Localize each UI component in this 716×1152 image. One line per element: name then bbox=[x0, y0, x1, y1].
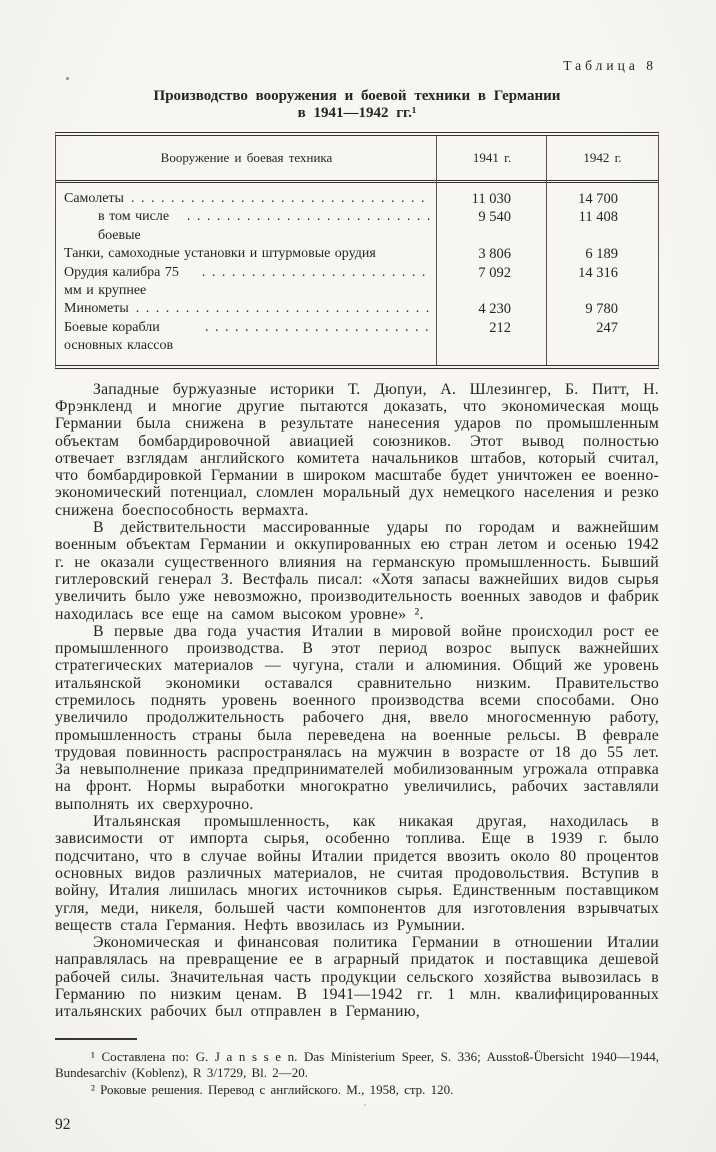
row-label-cell bbox=[56, 264, 437, 301]
table-row bbox=[56, 208, 658, 245]
value-1941: 212 bbox=[489, 319, 511, 336]
table-column-rule bbox=[546, 136, 547, 365]
row-label: Орудия калибра 75 мм и крупнее bbox=[64, 264, 179, 299]
armaments-production-table bbox=[55, 132, 659, 369]
body-text bbox=[55, 381, 659, 1021]
footnote: ¹ Составлена по: G. J a n s s e n. Das Ministerium Speer, S. 336; Ausstoß-Übersicht 1940—1944, Bundesarchiv (Koblenz), R 3/1729, Bl. 2—20. bbox=[55, 1048, 659, 1081]
footnotes bbox=[55, 1049, 659, 1099]
table-title-line2: в 1941—1942 гг.¹ bbox=[297, 104, 417, 121]
scan-speck bbox=[66, 77, 69, 80]
leader-dots bbox=[202, 264, 432, 282]
value-1942: 11 408 bbox=[578, 209, 618, 226]
value-1941: 4 230 bbox=[478, 301, 511, 318]
table-header-row bbox=[56, 136, 658, 183]
table-title-line1: Производство вооружения и боевой техники в Германии bbox=[153, 88, 561, 104]
value-1942: 14 700 bbox=[578, 191, 618, 207]
row-label-cell bbox=[56, 208, 437, 245]
row-label: Минометы bbox=[64, 301, 129, 317]
table-number-label: Таблица 8 bbox=[563, 58, 657, 73]
value-1941: 9 540 bbox=[478, 209, 511, 226]
leader-dots bbox=[187, 208, 432, 226]
footnote: ² Роковые решения. Перевод с английского. М., 1958, стр. 120. bbox=[91, 1082, 454, 1098]
leader-dots bbox=[131, 190, 432, 208]
row-label-cell bbox=[56, 319, 437, 356]
footnote-separator-rule bbox=[55, 1038, 137, 1040]
column-header-name: Вооружение и боевая техника bbox=[160, 150, 333, 165]
paragraph: В действительности массированные удары по городам и важнейшим военным объектам Германии и оккупированных ею стран летом и осенью 1942 г. не оказали существенного влияния на германскую промышленность. Бывший гитлеровский генерал З. Вестфаль писал: «Хотя запасы важнейших видов сырья увеличить было уже невозможно, производительность военных заводов и фабрик находилась все еще на самом высоком уровне» ². bbox=[55, 519, 659, 623]
table-row bbox=[56, 319, 658, 356]
table-body bbox=[56, 183, 658, 365]
page-number: 92 bbox=[55, 1116, 71, 1134]
column-header-1941: 1941 г. bbox=[472, 150, 512, 165]
value-1941: 7 092 bbox=[478, 264, 511, 281]
paragraph: Экономическая и финансовая политика Германии в отношении Италии направлялась на превращение ее в аграрный придаток и поставщика дешевой рабочей силы. Значительная часть продукции сельского хозяйства вывозилась в Германию по низким ценам. В 1941—1942 гг. 1 млн. квалифицированных итальянских рабочих был отправлен в Германию, bbox=[55, 934, 659, 1021]
row-label: Танки, самоходные установки и штурмовые орудия bbox=[64, 246, 376, 262]
value-1942: 14 316 bbox=[578, 264, 618, 281]
row-label-cell bbox=[56, 300, 437, 318]
table-row bbox=[56, 300, 658, 318]
row-label: Самолеты bbox=[64, 191, 124, 206]
column-header-1942: 1942 г. bbox=[583, 150, 622, 165]
row-label-cell bbox=[56, 245, 437, 263]
leader-dots bbox=[205, 319, 432, 337]
value-1942: 9 780 bbox=[585, 301, 618, 318]
table-row bbox=[56, 264, 658, 301]
leader-dots bbox=[136, 300, 432, 318]
row-label: в том числе боевые bbox=[98, 209, 170, 243]
paragraph: Западные буржуазные историки Т. Дюпуи, А. Шлезингер, Б. Питт, Н. Фрэнкленд и многие другие пытаются доказать, что экономическая мощь Германии была снижена в результате нанесения ударов по промышленным объектам бомбардировочной авиацией союзников. Этот вывод полностью отвечает взглядам английского комитета начальников штабов, который считал, что бомбардировкой Германии в широком масштабе будет уничтожен ее военно-экономический потенциал, сломлен моральный дух немецкого населения и резко снижена боеспособность вермахта. bbox=[55, 380, 659, 519]
value-1941: 3 806 bbox=[478, 246, 511, 263]
row-label: Боевые корабли основных классов bbox=[64, 319, 174, 354]
table-row bbox=[56, 190, 658, 208]
value-1941: 11 030 bbox=[471, 191, 511, 207]
value-1942: 6 189 bbox=[585, 246, 618, 263]
table-title bbox=[55, 88, 659, 121]
value-1942: 247 bbox=[596, 319, 618, 336]
paragraph: В первые два года участия Италии в мировой войне происходил рост ее промышленного производства. В этот период возрос выпуск важнейших стратегических материалов — чугуна, стали и алюминия. Общий же уровень итальянской экономики оставался сравнительно низким. Правительство стремилось поднять уровень военного производства всеми способами. Оно увеличило продолжительность рабочего дня, ввело многосменную работу, промышленность страны была переведена на военные рельсы. В феврале трудовая повинность распространялась на мужчин в возрасте от 18 до 55 лет. За невыполнение приказа предпринимателей мобилизованным угрожала отправка на фронт. Нормы выработки многократно увеличились, рабочих заставляли выполнять их сверхурочно. bbox=[55, 622, 659, 813]
paragraph: Итальянская промышленность, как никакая другая, находилась в зависимости от импорта сырья, особенно топлива. Еще в 1939 г. было подсчитано, что в случае войны Италии придется ввозить около 80 процентов основных видов различных материалов, не считая продовольствия. Вступив в войну, Италия лишилась многих источников сырья. Единственным поставщиком угля, меди, никеля, большей части компонентов для изготовления взрывчатых веществ стала Германия. Нефть ввозилась из Румынии. bbox=[55, 813, 659, 934]
table-row bbox=[56, 245, 658, 263]
row-label-cell bbox=[56, 190, 437, 208]
table-column-rule bbox=[436, 136, 437, 365]
scan-speck bbox=[364, 1104, 366, 1106]
